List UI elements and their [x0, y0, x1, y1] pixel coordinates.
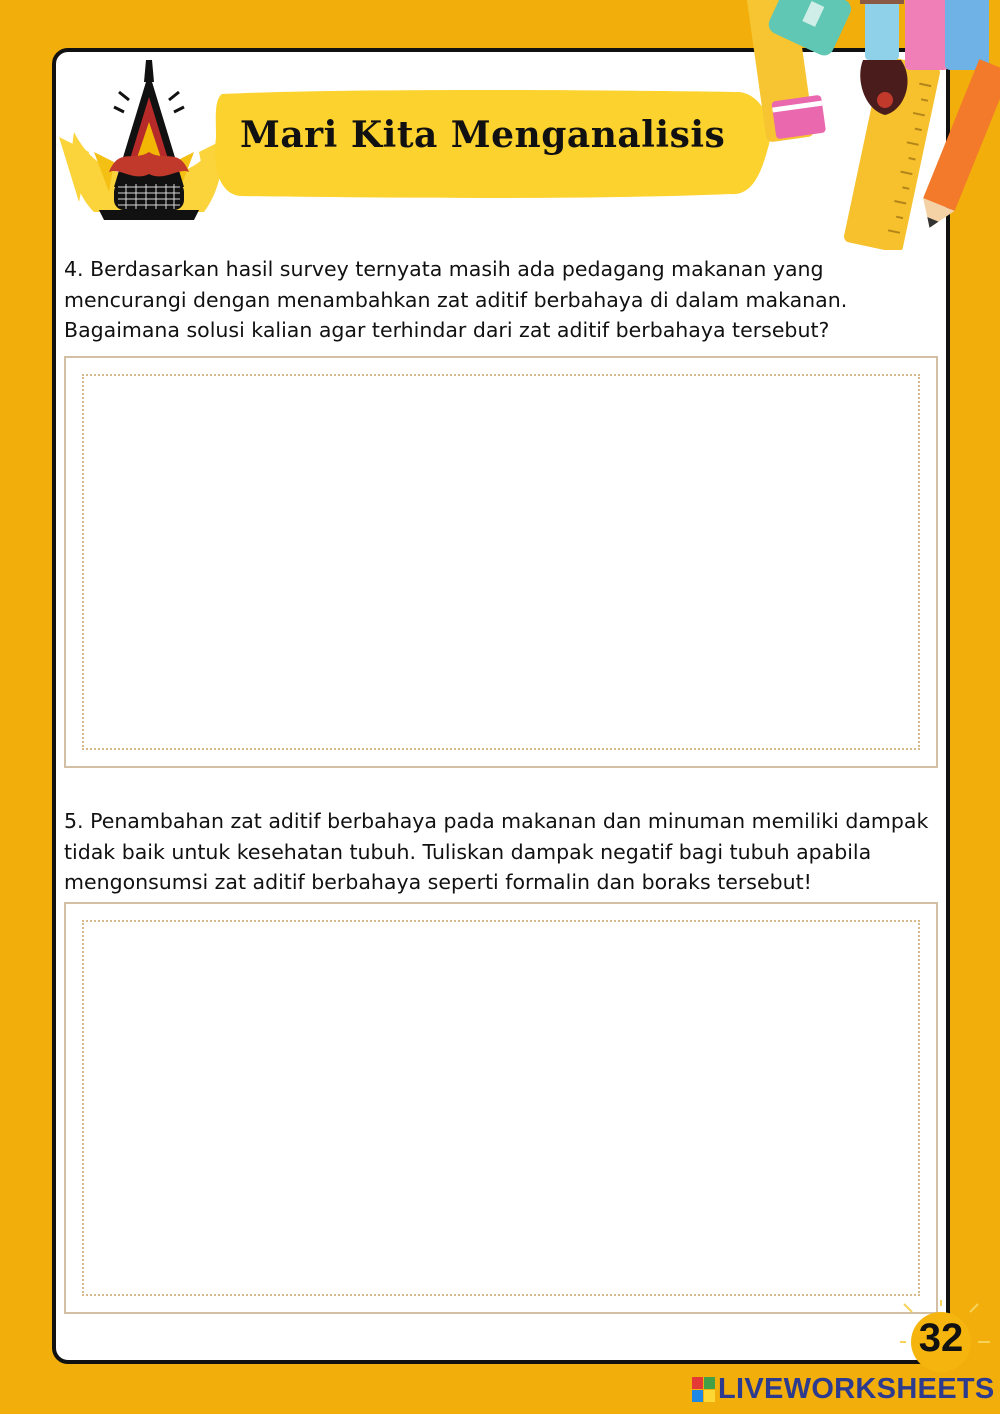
answer-box-4 — [64, 356, 938, 768]
question-line: 5. Penambahan zat aditif berbahaya pada makanan dan minuman memiliki dampak — [64, 809, 929, 833]
answer-box-5 — [64, 902, 938, 1314]
liveworksheets-brand[interactable]: LIVEWORKSHEETS — [718, 1373, 995, 1405]
question-5-text — [64, 806, 944, 898]
question-line: tidak baik untuk kesehatan tubuh. Tuliskan dampak negatif bagi tubuh apabila — [64, 839, 872, 864]
answer-input-4[interactable] — [86, 378, 916, 746]
question-line: Bagaimana solusi kalian agar terhindar dari zat aditif berbahaya tersebut? — [64, 318, 830, 342]
question-line: 4. Berdasarkan hasil survey ternyata masih ada pedagang makanan yang — [64, 257, 824, 281]
question-line: mencurangi dengan menambahkan zat aditif berbahaya di dalam makanan. — [64, 287, 848, 312]
answer-input-5[interactable] — [86, 924, 916, 1292]
question-line: mengonsumsi zat aditif berbahaya seperti formalin dan boraks tersebut! — [64, 870, 812, 894]
page-number: 32 — [918, 1316, 964, 1360]
question-4-text — [64, 254, 944, 346]
page-title: Mari Kita Menganalisis — [240, 114, 726, 156]
siger-crown-icon — [54, 52, 234, 222]
liveworksheets-logo-icon — [692, 1377, 716, 1403]
stationery-illustration — [745, 0, 1000, 250]
